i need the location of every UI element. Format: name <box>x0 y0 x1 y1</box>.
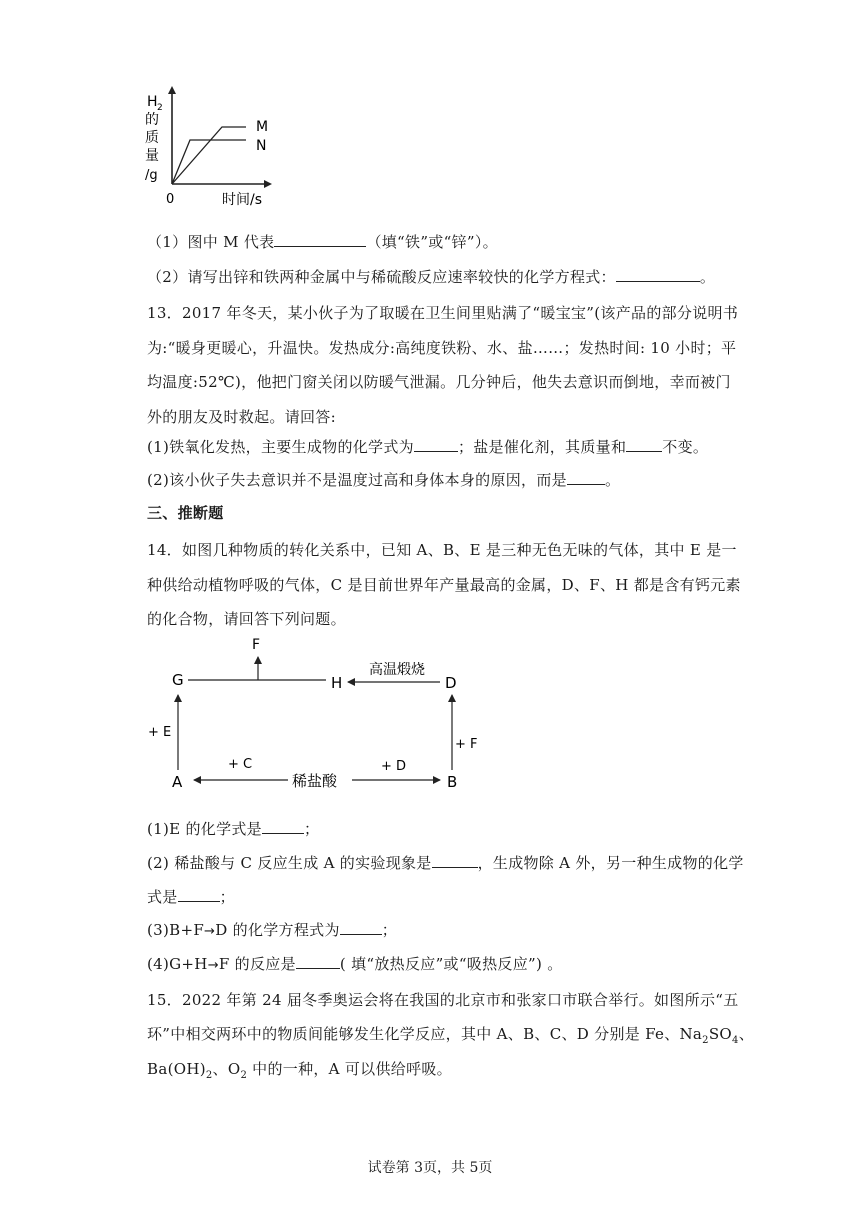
q14-sub-3 <box>147 919 397 940</box>
q14-sub2-text: (2) 稀盐酸与 C 反应生成 A 的实验现象是 <box>147 854 432 872</box>
label-plus-e: + E <box>148 725 172 740</box>
q15-line-1: 15．2022 年第 24 届冬季奥运会将在我国的北京市和张家口市联合举行。如图所示“五 <box>147 991 739 1009</box>
arrow-symbol: → <box>204 924 216 939</box>
q13-sub2-end: 。 <box>604 471 621 489</box>
y-axis-arrowhead <box>168 86 176 94</box>
separator: 、 <box>738 1025 755 1043</box>
node-g: G <box>172 671 184 689</box>
q14-line-1: 14．如图几种物质的转化关系中，已知 A、B、E 是三种无色无味的气体，其中 E 是一 <box>147 541 737 559</box>
subscript: 2 <box>205 1070 213 1081</box>
series-m-label: M <box>256 119 269 135</box>
y-axis-label-unit: /g <box>145 168 158 183</box>
q14-sub-2 <box>147 852 744 873</box>
conversion-diagram <box>140 630 480 798</box>
answer-blank[interactable] <box>432 853 478 868</box>
q12-part1-text: （1）图中 M 代表 <box>147 233 275 251</box>
label-plus-c: + C <box>228 757 253 772</box>
q15-line-3 <box>147 1058 452 1079</box>
answer-blank[interactable] <box>296 954 340 969</box>
q14-sub3-mid: D 的化学方程式为 <box>215 921 340 939</box>
page-footer: 试卷第 3页，共 5页 <box>367 1160 493 1176</box>
subscript: 4 <box>732 1035 739 1046</box>
answer-blank[interactable] <box>274 232 366 247</box>
answer-blank[interactable] <box>616 267 700 282</box>
q12-part2 <box>147 266 715 287</box>
series-n-label: N <box>256 138 267 154</box>
answer-blank[interactable] <box>567 470 605 485</box>
answer-blank[interactable] <box>262 819 304 834</box>
q14-sub3-text: (3)B+F <box>147 921 205 939</box>
node-h: H <box>331 674 343 692</box>
sulfate-text: SO <box>708 1025 733 1043</box>
answer-blank[interactable] <box>178 887 220 902</box>
node-a: A <box>172 773 183 791</box>
q14-sub4-end: ( 填“放热反应”或“吸热反应”) 。 <box>339 955 563 973</box>
y-axis-label-liang: 量 <box>145 148 159 164</box>
x-axis-label: 时间/s <box>222 192 263 208</box>
q14-sub-2b <box>147 886 235 907</box>
origin-label: 0 <box>166 192 175 207</box>
q14-sub-4 <box>147 953 563 974</box>
barium-hydroxide-text: Ba(OH) <box>147 1060 206 1078</box>
q14-sub-1 <box>147 818 319 839</box>
q13-sub-1 <box>147 436 708 457</box>
answer-blank[interactable] <box>626 437 662 452</box>
label-plus-d: + D <box>381 759 407 774</box>
q14-sub4-mid: F 的反应是 <box>218 955 296 973</box>
q14-sub2b-text: 式是 <box>147 888 178 906</box>
q12-part1-hint: （填“铁”或“锌”）。 <box>366 233 498 251</box>
q15-line-2 <box>147 1023 754 1044</box>
node-d: D <box>445 674 457 692</box>
q14-sub4-text: (4)G+H <box>147 955 208 973</box>
series-n-line <box>172 140 246 184</box>
section-heading-inference: 三、推断题 <box>147 504 224 522</box>
q15-line2-text: 环”中相交两环中的物质间能够发生化学反应，其中 A、B、C、D 分别是 Fe、Na <box>147 1025 703 1043</box>
q14-line-3: 的化合物，请回答下列问题。 <box>147 610 346 628</box>
q14-sub2-mid: ，生成物除 A 外，另一种生成物的化学 <box>477 854 744 872</box>
node-f: F <box>252 637 261 653</box>
q13-line-3: 均温度:52℃)，他把门窗关闭以防暖气泄漏。几分钟后，他失去意识而倒地，幸而被门 <box>147 373 731 391</box>
y-axis-label-zhi: 质 <box>145 130 159 146</box>
subscript: 2 <box>240 1070 248 1081</box>
x-axis-arrowhead <box>264 180 272 188</box>
answer-blank[interactable] <box>340 920 382 935</box>
oxygen-text: 、O <box>212 1060 241 1078</box>
label-hcl: 稀盐酸 <box>292 772 338 790</box>
q14-sub2b-end: ； <box>219 888 235 906</box>
q13-sub1-end: 不变。 <box>662 438 709 456</box>
q14-line-2: 种供给动植物呼吸的气体，C 是目前世界年产量最高的金属，D、F、H 都是含有钙元素 <box>147 576 741 594</box>
h2-mass-time-graph <box>140 84 280 210</box>
arrow-symbol: → <box>207 958 219 973</box>
q13-line-1: 13．2017 年冬天，某小伙子为了取暖在卫生间里贴满了“暖宝宝”(该产品的部分说明书 <box>147 304 739 322</box>
label-plus-f: + F <box>455 737 478 752</box>
node-b: B <box>447 773 458 791</box>
q13-sub1-text: (1)铁氧化发热，主要生成物的化学式为 <box>147 438 414 456</box>
q14-sub1-text: (1)E 的化学式是 <box>147 820 262 838</box>
y-axis-label-de: 的 <box>145 112 159 128</box>
q14-sub3-end: ； <box>381 921 398 939</box>
subscript: 2 <box>702 1035 709 1046</box>
q13-line-2: 为:“暖身更暖心，升温快。发热成分:高纯度铁粉、水、盐……；发热时间: 10 小时；平 <box>147 339 737 357</box>
y-axis-label-h: H <box>147 94 158 110</box>
q12-part1 <box>147 231 498 252</box>
q13-sub-2 <box>147 469 620 490</box>
q14-sub1-end: ； <box>303 820 320 838</box>
q13-sub2-text: (2)该小伙子失去意识并不是温度过高和身体本身的原因，而是 <box>147 471 567 489</box>
q13-sub1-mid: ；盐是催化剂，其质量和 <box>457 438 627 456</box>
q13-line-4: 外的朋友及时救起。请回答: <box>147 408 336 426</box>
label-calcine: 高温煅烧 <box>369 662 425 678</box>
q12-part2-text: （2）请写出锌和铁两种金属中与稀硫酸反应速率较快的化学方程式： <box>147 268 616 286</box>
y-axis-label-sub: 2 <box>157 103 163 113</box>
answer-blank[interactable] <box>414 437 458 452</box>
q12-part2-end: 。 <box>699 268 716 286</box>
q15-line3-end: 中的一种，A 可以供给呼吸。 <box>247 1060 452 1078</box>
